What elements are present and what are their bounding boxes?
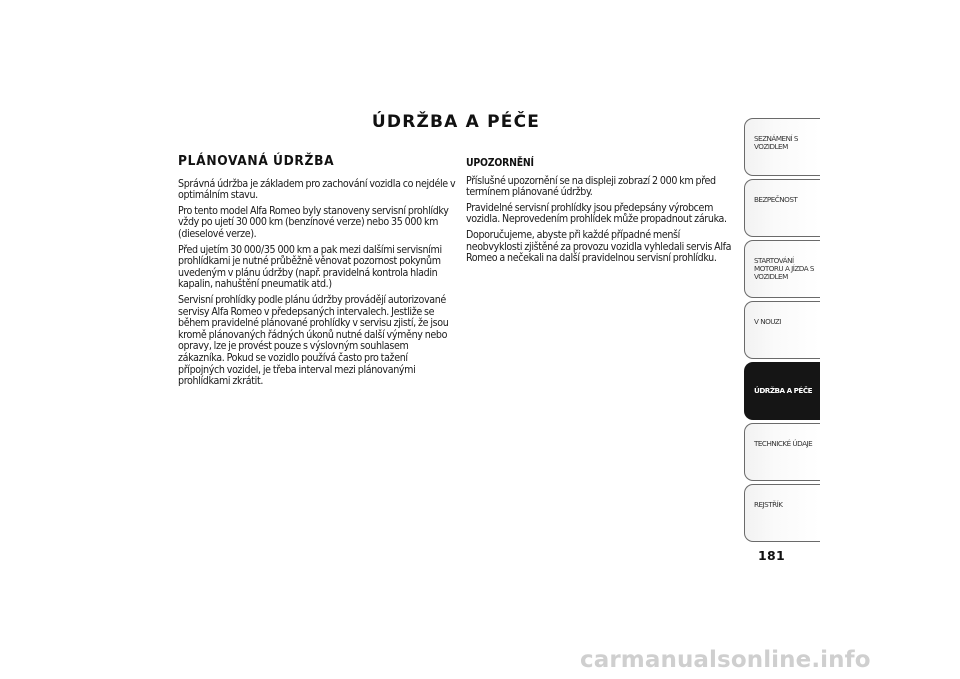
tab-rejstrik[interactable]: REJSTŘÍK — [744, 484, 820, 542]
right-paragraph: Příslušné upozornění se na displeji zobrazí 2 000 km před termínem plánované údržby. — [466, 174, 716, 199]
left-paragraph: Servisní prohlídky podle plánu údržby provádějí autorizované servisy Alfa Romeo v předepsaných intervalech. Jestliže se během pravidelné plánované prohlídky v servisu zjistí, že jsou kromě plánovaných řádných úkonů nutné další výměny nebo opravy, lze je provést pouze s výslovným souhlasem zákazníka. Pokud se vozidlo používá často pro tažení přípojných vozidel, je třeba interval mezi plánovanými prohlídkami zkrátit. — [178, 293, 449, 388]
left-paragraph: Pro tento model Alfa Romeo byly stanoveny servisní prohlídky vždy po ujetí 30 000 km (benzínové verze) nebo 35 000 km (dieselové verze). — [178, 204, 449, 240]
tab-udrzba-a-pece[interactable]: ÚDRŽBA A PÉČE — [744, 362, 820, 420]
section-heading-planned-maintenance: PLÁNOVANÁ ÚDRŽBA — [178, 153, 335, 169]
left-column — [178, 153, 456, 392]
page-title: ÚDRŽBA A PÉČE — [371, 112, 541, 132]
left-paragraph: Před ujetím 30 000/35 000 km a pak mezi dalšími servisními prohlídkami je nutné průběžně věnovat pozornost pokynům uvedeným v plánu údržby (např. pravidelná kontrola hladin kapalin, nahuštění pneumatik atd.) — [178, 243, 442, 291]
tab-startovani-motoru[interactable]: STARTOVÁNÍ MOTORU A JÍZDA S VOZIDLEM — [744, 240, 820, 298]
right-paragraph: Pravidelné servisní prohlídky jsou předepsány výrobcem vozidla. Neprovedením prohlídek může propadnout záruka. — [466, 201, 727, 226]
watermark: carmanualsonline.info — [580, 647, 871, 673]
chapter-tabs — [744, 118, 820, 545]
tab-technicke-udaje[interactable]: TECHNICKÉ ÚDAJE — [744, 423, 820, 481]
right-paragraph: Doporučujeme, abyste při každé případné menší neobvyklosti zjištěné za provozu vozidla vyhledali servis Alfa Romeo a nečekali na další pravidelnou servisní prohlídku. — [466, 228, 732, 265]
tab-seznameni-s-vozidlem[interactable]: SEZNÁMENÍ S VOZIDLEM — [744, 118, 820, 176]
right-column — [466, 158, 738, 269]
tab-bezpecnost[interactable]: BEZPEČNOST — [744, 179, 820, 237]
left-paragraph: Správná údržba je základem pro zachování vozidla co nejdéle v optimálním stavu. — [178, 177, 456, 202]
tab-v-nouzi[interactable]: V NOUZI — [744, 301, 820, 359]
warning-heading: UPOZORNĚNÍ — [466, 157, 534, 169]
page-number: 181 — [758, 548, 785, 563]
